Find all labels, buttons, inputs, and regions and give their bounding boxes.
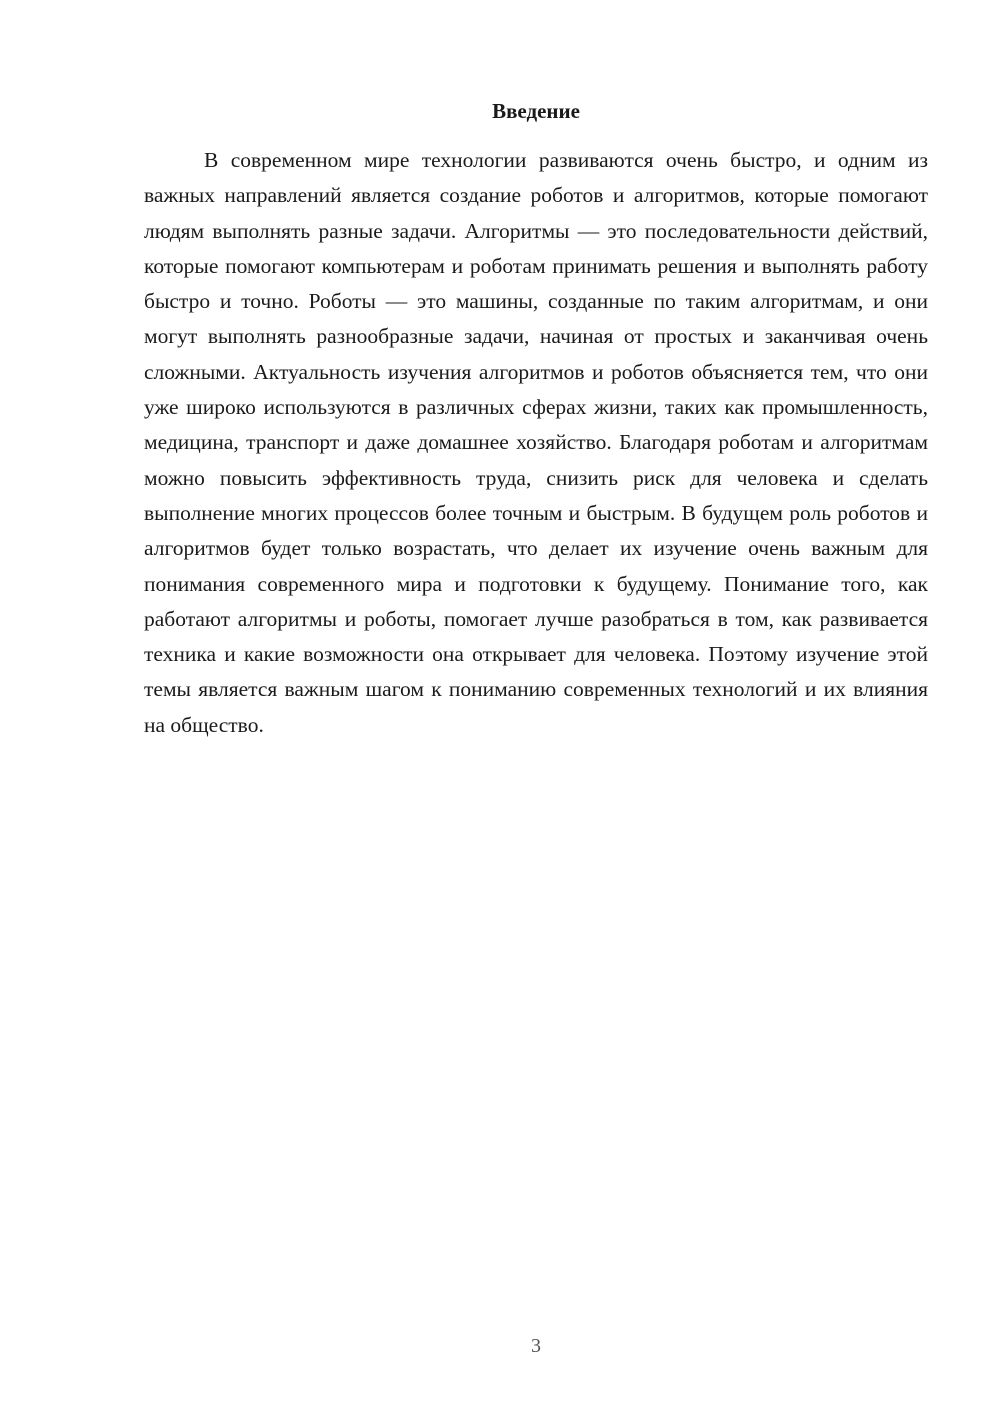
- page-number: 3: [531, 1335, 541, 1357]
- section-title: Введение: [492, 99, 580, 123]
- body-paragraph: В современном мире технологии развиваются очень быстро, и одним из важных направлений является создание роботов и алгоритмов, которые помогают людям выполнять разные задачи. Алгоритмы — это последовательности действий, которые помогают компьютерам и роботам принимать решения и выполнять работу быстро и точно. Роботы — это машины, созданные по таким алгоритмам, и они могут выполнять разнообразные задачи, начиная от простых и заканчивая очень сложными. Актуальность изучения алгоритмов и роботов объясняется тем, что они уже широко используются в различных сферах жизни, таких как промышленность, медицина, транспорт и даже домашнее хозяйство. Благодаря роботам и алгоритмам можно повысить эффективность труда, снизить риск для человека и сделать выполнение многих процессов более точным и быстрым. В будущем роль роботов и алгоритмов будет только возрастать, что делает их изучение очень важным для понимания современного мира и подготовки к будущему. Понимание того, как работают алгоритмы и роботы, помогает лучше разобраться в том, как развивается техника и какие возможности она открывает для человека. Поэтому изучение этой темы является важным шагом к пониманию современных технологий и их влияния на общество.: [144, 148, 928, 737]
